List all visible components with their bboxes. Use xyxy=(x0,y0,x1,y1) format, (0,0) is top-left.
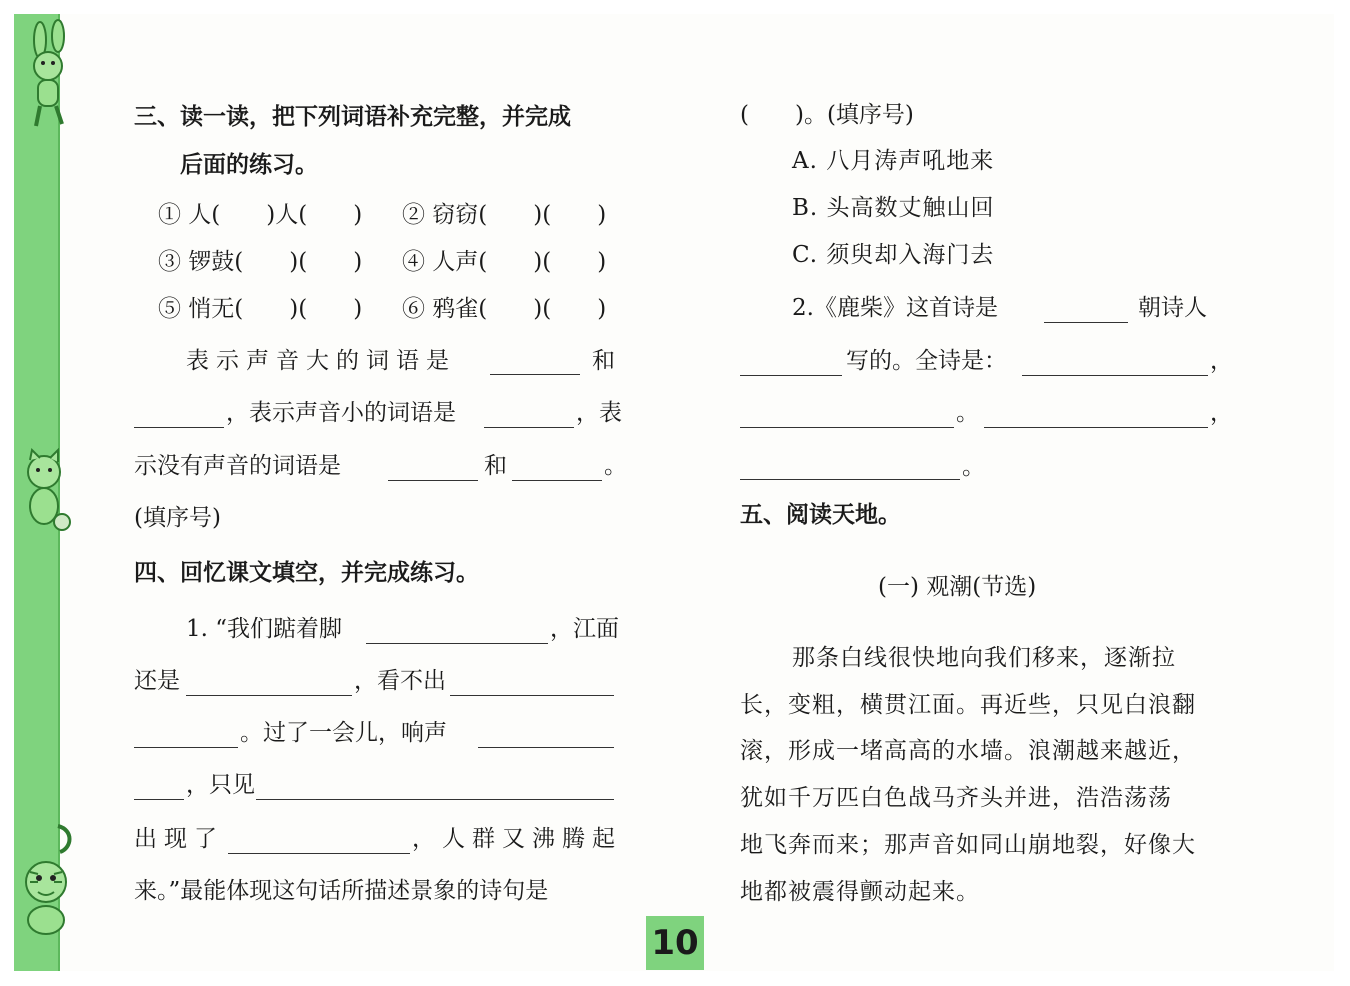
question-soft-words: ，表示声音小的词语是 xyxy=(226,400,456,426)
luzhai-question: 2.《鹿柴》这首诗是 xyxy=(792,295,998,321)
recall-line-1a: 1. “我们踮着脚 xyxy=(186,616,343,642)
answer-blank xyxy=(366,643,548,644)
answer-blank xyxy=(450,695,614,696)
answer-blank xyxy=(388,480,478,481)
recall-line-5a: 出现了 xyxy=(134,826,224,852)
passage-line-5: 地飞奔而来；那声音如同山崩地裂，好像大 xyxy=(740,832,1196,858)
passage-line-1: 那条白线很快地向我们移来，逐渐拉 xyxy=(792,645,1176,671)
section5-title: 五、阅读天地。 xyxy=(740,502,901,528)
passage-line-4: 犹如千万匹白色战马齐头并进，浩浩荡荡 xyxy=(740,785,1172,811)
word-item-3: ③ 锣鼓( )( ) xyxy=(158,249,363,275)
answer-blank xyxy=(134,747,238,748)
cat-mascot-icon xyxy=(16,448,76,534)
answer-blank xyxy=(1022,375,1208,376)
page-number: 10 xyxy=(646,916,704,970)
fill-number-note: (填序号) xyxy=(134,505,221,531)
answer-blank xyxy=(1044,322,1128,323)
option-c: C. 须臾却入海门去 xyxy=(792,242,995,268)
poet-text: 朝诗人 xyxy=(1138,295,1207,321)
answer-blank xyxy=(740,479,960,480)
recall-line-4a: ，只见 xyxy=(186,772,255,798)
section3-title-line2: 后面的练习。 xyxy=(180,152,318,178)
question-loud-words: 表示声音大的词语是 xyxy=(186,348,456,374)
answer-blank xyxy=(134,799,184,800)
answer-blank xyxy=(484,427,574,428)
question-silent-words: 示没有声音的词语是 xyxy=(134,453,341,479)
answer-blank xyxy=(256,799,614,800)
recall-line-5b: ，人群又沸腾起 xyxy=(412,826,622,852)
recall-line-3a: 。过了一会儿，响声 xyxy=(240,720,447,746)
recall-line-2b: ，看不出 xyxy=(354,668,446,694)
period-text: 。 xyxy=(604,453,627,479)
recall-line-6: 来。”最能体现这句话所描述景象的诗句是 xyxy=(134,878,549,904)
and-text: 和 xyxy=(592,348,615,374)
recall-line-2a: 还是 xyxy=(134,668,180,694)
answer-blank xyxy=(490,374,580,375)
word-item-1: ① 人( )人( ) xyxy=(158,202,363,228)
section3-title-line1: 三、读一读，把下列词语补充完整，并完成 xyxy=(134,104,571,130)
biao-text: ，表 xyxy=(576,400,622,426)
answer-blank xyxy=(228,853,410,854)
passage-line-3: 滚，形成一堵高高的水墙。浪潮越来越近， xyxy=(740,738,1196,764)
word-item-4: ④ 人声( )( ) xyxy=(402,249,607,275)
option-b: B. 头高数丈触山回 xyxy=(792,195,995,221)
answer-blank xyxy=(478,747,614,748)
reading-subtitle: (一) 观潮(节选) xyxy=(878,574,1037,600)
answer-blank xyxy=(740,427,954,428)
passage-line-6: 地都被震得颤动起来。 xyxy=(740,879,980,905)
and-text: 和 xyxy=(484,453,507,479)
answer-blank xyxy=(740,375,842,376)
answer-paren-select: ( )。(填序号) xyxy=(740,102,914,128)
answer-blank xyxy=(186,695,352,696)
recall-line-1b: ，江面 xyxy=(550,616,619,642)
period-text: 。 xyxy=(962,454,985,480)
passage-line-2: 长，变粗，横贯江面。再近些，只见白浪翻 xyxy=(740,692,1196,718)
written-by-text: 写的。全诗是： xyxy=(846,348,1007,374)
period-text: 。 xyxy=(956,400,979,426)
tiger-mascot-icon xyxy=(14,822,78,938)
comma-text: ， xyxy=(1210,400,1233,426)
answer-blank xyxy=(984,427,1208,428)
answer-blank xyxy=(512,480,602,481)
word-item-5: ⑤ 悄无( )( ) xyxy=(158,296,363,322)
section4-title: 四、回忆课文填空，并完成练习。 xyxy=(134,560,479,586)
answer-blank xyxy=(134,427,224,428)
word-item-2: ② 窃窃( )( ) xyxy=(402,202,607,228)
rabbit-mascot-icon xyxy=(18,18,82,130)
word-item-6: ⑥ 鸦雀( )( ) xyxy=(402,296,607,322)
option-a: A. 八月涛声吼地来 xyxy=(792,148,995,174)
comma-text: ， xyxy=(1210,348,1233,374)
